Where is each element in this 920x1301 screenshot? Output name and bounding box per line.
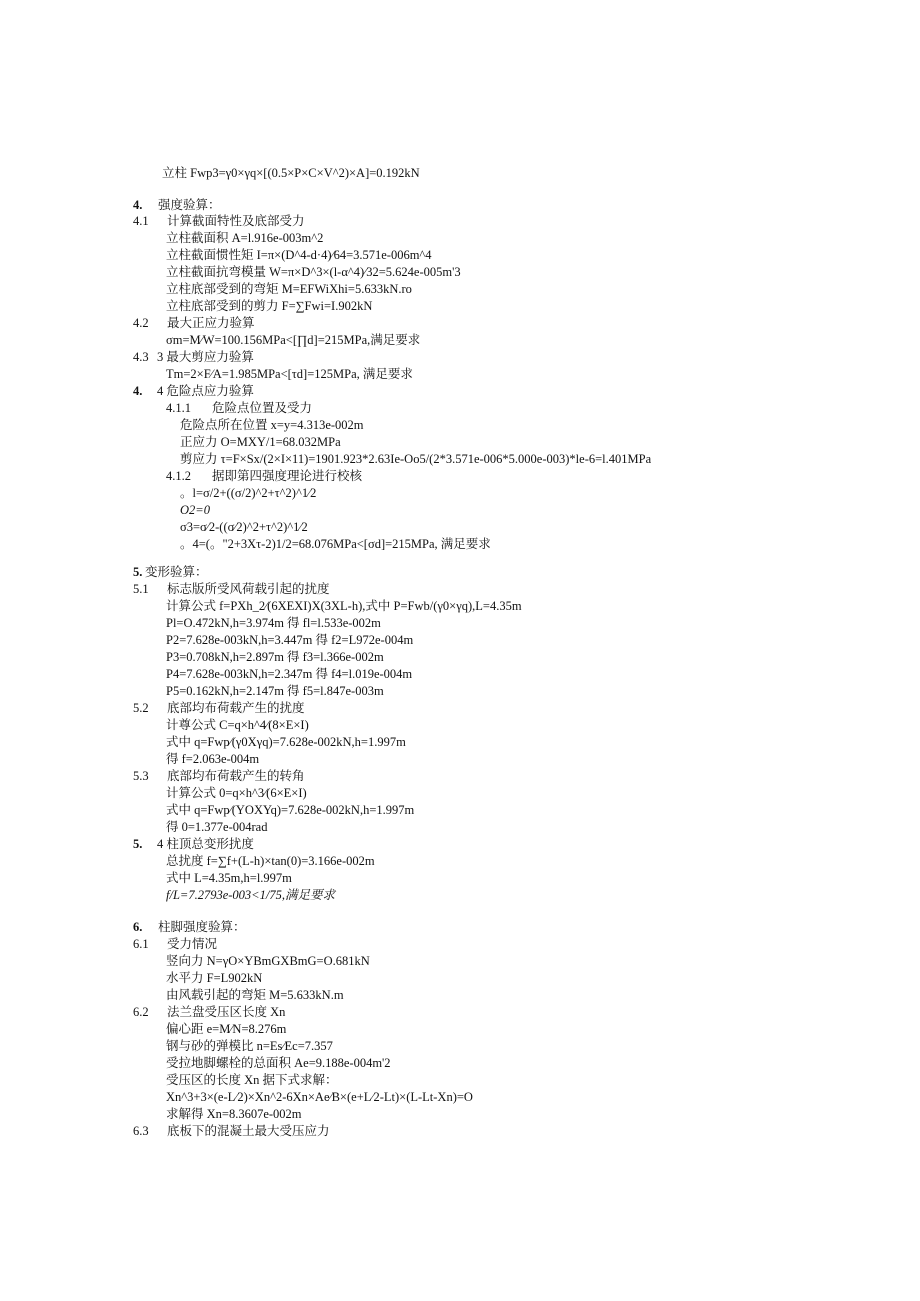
section-number: 5. [133,565,143,579]
text-line: 。4=(。"2+3Xτ-2)1/2=68.076MPa<[σd]=215MPa, 满足要求 [180,537,491,551]
subsubsection-title: 据即第四强度理论进行校核 [212,469,363,483]
text-line: 。l=σ/2+((σ/2)^2+τ^2)^1⁄2 [180,486,317,500]
text-line: 竖向力 N=γO×YBmGXBmG=O.681kN [166,954,370,968]
text-line: 水平力 F=L902kN [166,971,263,985]
subsection-number: 6.1 [133,937,149,951]
subsection-title: 计算截面特性及底部受力 [167,214,305,228]
subsection-title: 法兰盘受压区长度 Xn [167,1005,286,1019]
text-line: σ3=σ⁄2-((σ⁄2)^2+τ^2)^1⁄2 [180,520,308,534]
text-line: 式中 L=4.35m,h=l.997m [166,871,292,885]
text-line: 立柱截面惯性矩 I=π×(D^4-d·4)⁄64=3.571e-006m^4 [166,248,432,262]
text-line: 计算公式 0=q×h^3⁄(6×E×I) [166,786,307,800]
text-line: f/L=7.2793e-003<1/75,满足要求 [166,888,335,902]
text-line: 由风载引起的弯矩 M=5.633kN.m [166,988,344,1002]
text-line: 立柱截面积 A=l.916e-003m^2 [166,231,324,245]
section-title: 变形验算： [145,565,208,579]
section-title: 柱脚强度验算： [158,920,246,934]
text-line: 计尊公式 C=q×h^4⁄(8×E×I) [166,718,309,732]
section-title: 强度验算： [158,198,221,212]
text-line: 受拉地脚螺栓的总面积 Ae=9.188e-004m'2 [166,1056,391,1070]
text-line: 总扰度 f=∑f+(L-h)×tan(0)=3.166e-002m [166,854,375,868]
text-line: 立柱 Fwp3=γ0×γq×[(0.5×P×C×V^2)×A]=0.192kN [162,166,420,180]
subsection-number: 6.2 [133,1005,149,1019]
text-line: 立柱底部受到的剪力 F=∑Fwi=I.902kN [166,299,373,313]
text-line: 求解得 Xn=8.3607e-002m [166,1107,302,1121]
subsection-title: 4 危险点应力验算 [157,384,254,398]
text-line: 立柱截面抗弯模量 W=π×D^3×(l-α^4)⁄32=5.624e-005m'3 [166,265,461,279]
text-line: P5=0.162kN,h=2.147m 得 f5=l.847e-003m [166,684,384,698]
subsection-title: 4 柱顶总变形扰度 [157,837,254,851]
subsection-number: 5.3 [133,769,149,783]
subsection-title: 3 最大剪应力验算 [157,350,254,364]
subsection-number: 5. [133,837,143,851]
subsection-title: 标志版所受风荷载引起的扰度 [167,582,330,596]
text-line: 危险点所在位置 x=y=4.313e-002m [180,418,364,432]
text-line: O2=0 [180,503,210,517]
text-line: 式中 q=Fwp⁄(γ0Xγq)=7.628e-002kN,h=1.997m [166,735,406,749]
section-number: 6. [133,920,143,934]
text-line: Tm=2×F⁄A=1.985MPa<[τd]=125MPa, 满足要求 [166,367,413,381]
subsection-number: 6.3 [133,1124,149,1138]
subsection-title: 受力情况 [167,937,218,951]
text-line: 立柱底部受到的弯矩 M=EFWiXhi=5.633kN.ro [166,282,412,296]
text-line: P3=0.708kN,h=2.897m 得 f3=l.366e-002m [166,650,384,664]
text-line: Pl=O.472kN,h=3.974m 得 fl=l.533e-002m [166,616,381,630]
subsection-title: 底部均布荷载产生的扰度 [167,701,305,715]
subsubsection-title: 危险点位置及受力 [212,401,313,415]
subsection-title: 底板下的混凝土最大受压应力 [167,1124,330,1138]
text-line: 式中 q=Fwp⁄(YOXYq)=7.628e-002kN,h=1.997m [166,803,415,817]
subsection-number: 4. [133,384,143,398]
text-line: 得 0=1.377e-004rad [166,820,268,834]
text-line: 正应力 O=MXY/1=68.032MPa [180,435,341,449]
text-line: σm=M⁄W=100.156MPa<[∏d]=215MPa,满足要求 [166,333,421,347]
subsection-title: 底部均布荷载产生的转角 [167,769,305,783]
section-number: 4. [133,198,143,212]
subsection-number: 4.1 [133,214,149,228]
text-line: 剪应力 τ=F×Sx/(2×I×11)=1901.923*2.63Ie-Oo5/(2*3.571e-006*5.000e-003)*le-6=l.401MPa [180,452,652,466]
text-line: 钢与砂的弹模比 n=Es⁄Ec=7.357 [166,1039,333,1053]
subsubsection-number: 4.1.2 [166,469,191,483]
subsection-number: 5.1 [133,582,149,596]
text-line: 受压区的长度 Xn 据下式求解： [166,1073,338,1087]
text-line: P4=7.628e-003kN,h=2.347m 得 f4=l.019e-004m [166,667,413,681]
text-line: P2=7.628e-003kN,h=3.447m 得 f2=L972e-004m [166,633,414,647]
text-line: Xn^3+3×(e-L⁄2)×Xn^2-6Xn×Ae⁄B×(e+L⁄2-Lt)×(L-Lt-Xn)=O [166,1090,473,1104]
text-line: 偏心距 e=M⁄N=8.276m [166,1022,287,1036]
subsection-number: 4.3 [133,350,149,364]
subsubsection-number: 4.1.1 [166,401,191,415]
subsection-number: 5.2 [133,701,149,715]
subsection-number: 4.2 [133,316,149,330]
text-line: 计算公式 f=PXh_2⁄(6XEXI)X(3XL-h),式中 P=Fwb/(γ0×γq),L=4.35m [166,599,522,613]
text-line: 得 f=2.063e-004m [166,752,260,766]
subsection-title: 最大正应力验算 [167,316,255,330]
